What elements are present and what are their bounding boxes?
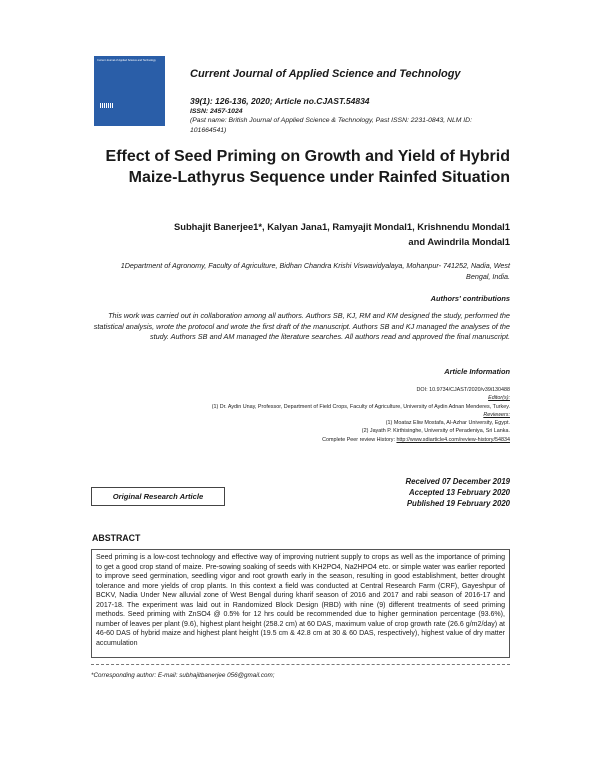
issn-line: ISSN: 2457-1024 <box>190 108 243 115</box>
reviewer-1: (1) Moataz Eliw Mostafa, Al-Azhar University, Egypt. <box>385 420 510 427</box>
editors-label: Editor(s): <box>488 395 510 402</box>
barcode-icon <box>100 103 114 108</box>
history-prefix: Complete Peer review History: <box>322 436 397 443</box>
corresponding-author-note: *Corresponding author: E-mail: subhajitbanerjee 056@gmail.com; <box>91 672 275 679</box>
article-title: Effect of Seed Priming on Growth and Yield of Hybrid Maize-Lathyrus Sequence under Rainfed Situation <box>105 148 510 186</box>
contributions-text: This work was carried out in collaboration among all authors. Authors SB, KJ, RM and KM designed the study, performed the statistical analysis, wrote the protocol and wrote the first draft of the manuscript. Authors SB and KJ managed the analyses of the study. Authors SB and AM managed the literature searches. All authors read and approved the final manuscript. <box>93 311 510 341</box>
reviewer-2: (2) Jayath P. Kirthisinghe, University of Peradeniya, Sri Lanka. <box>361 428 510 435</box>
journal-name: Current Journal of Applied Science and Technology <box>190 68 461 80</box>
logo-text: Current Journal of Applied Science and Technology <box>97 59 156 62</box>
editor-1: (1) Dr. Aydin Unay, Professor, Department of Field Crops, Faculty of Agriculture, University of Aydin Adnan Menderes, Turkey. <box>211 403 510 410</box>
footnote-divider <box>91 664 510 665</box>
journal-cover-logo <box>94 56 165 126</box>
abstract-text: Seed priming is a low-cost technology and effective way of improving nutrient supply to crops as well as the importance of priming to get a good crop stand of maize. Pre-sowing soaking of seeds with KH2PO4, Na2HPO4 etc. or simple water was earlier reported to improve seed germination, seedling vigor and root growth early in the season, resulting in good establishment, better drought tolerance and more yields of crop plants. In this context a field was conducted at Central Research Farm (CRF), Gayeshpur of BCKV, Nadia Under New alluvial zone of West Bengal during kharif season of 2016 and 2017 and rabi season of 2016-17 and 2017-18. The experiment was laid out in Randomized Block Design (RBD) with nine (9) different treatments of seed priming methods. Seed priming with ZnSO4 @ 0.5% for 12 hrs could be recommended due to higher germination percentage (93.6%), number of leaves per plant (9.6), highest plant height (258.2 cm) at 60 DAS, maximum value of crop growth rate (26.6 g/m2/day) at 46-60 DAS of hybrid maize and highest plant height (19.5 cm & 42.8 cm at 30 & 60 DAS, respectively), highest value of dry matter accumulation <box>96 554 505 647</box>
article-type-box: Original Research Article <box>91 487 225 506</box>
doi: DOI: 10.9734/CJAST/2020/v39i130488 <box>416 387 510 393</box>
affiliation: 1Department of Agronomy, Faculty of Agriculture, Bidhan Chandra Krishi Viswavidyalaya, Mohanpur- 741252, Nadia, West Bengal, India. <box>120 261 510 281</box>
publication-dates <box>406 476 510 509</box>
authors-line-1: Subhajit Banerjee1*, Kalyan Jana1, Ramyajit Mondal1, Krishnendu Mondal1 <box>173 221 510 232</box>
abstract-heading: ABSTRACT <box>92 533 141 543</box>
authors-line-2: and Awindrila Mondal1 <box>408 236 510 247</box>
accepted-date: Accepted 13 February 2020 <box>409 488 510 497</box>
peer-review-history <box>60 436 510 444</box>
issue-line: 39(1): 126-136, 2020; Article no.CJAST.54834 <box>190 96 370 106</box>
article-information <box>60 386 510 444</box>
received-date: Received 07 December 2019 <box>405 477 510 486</box>
abstract-box <box>91 549 510 658</box>
contributions-heading: Authors' contributions <box>430 294 510 303</box>
author-list <box>70 219 510 249</box>
published-date: Published 19 February 2020 <box>406 499 510 508</box>
review-history-link[interactable]: http://www.sdiarticle4.com/review-history/54834 <box>396 436 510 443</box>
past-name-line: (Past name: British Journal of Applied Science & Technology, Past ISSN: 2231-0843, NLM ID: 101664541) <box>190 117 472 134</box>
reviewers-label: Reviewers: <box>483 411 510 418</box>
article-info-heading: Article Information <box>444 367 510 376</box>
